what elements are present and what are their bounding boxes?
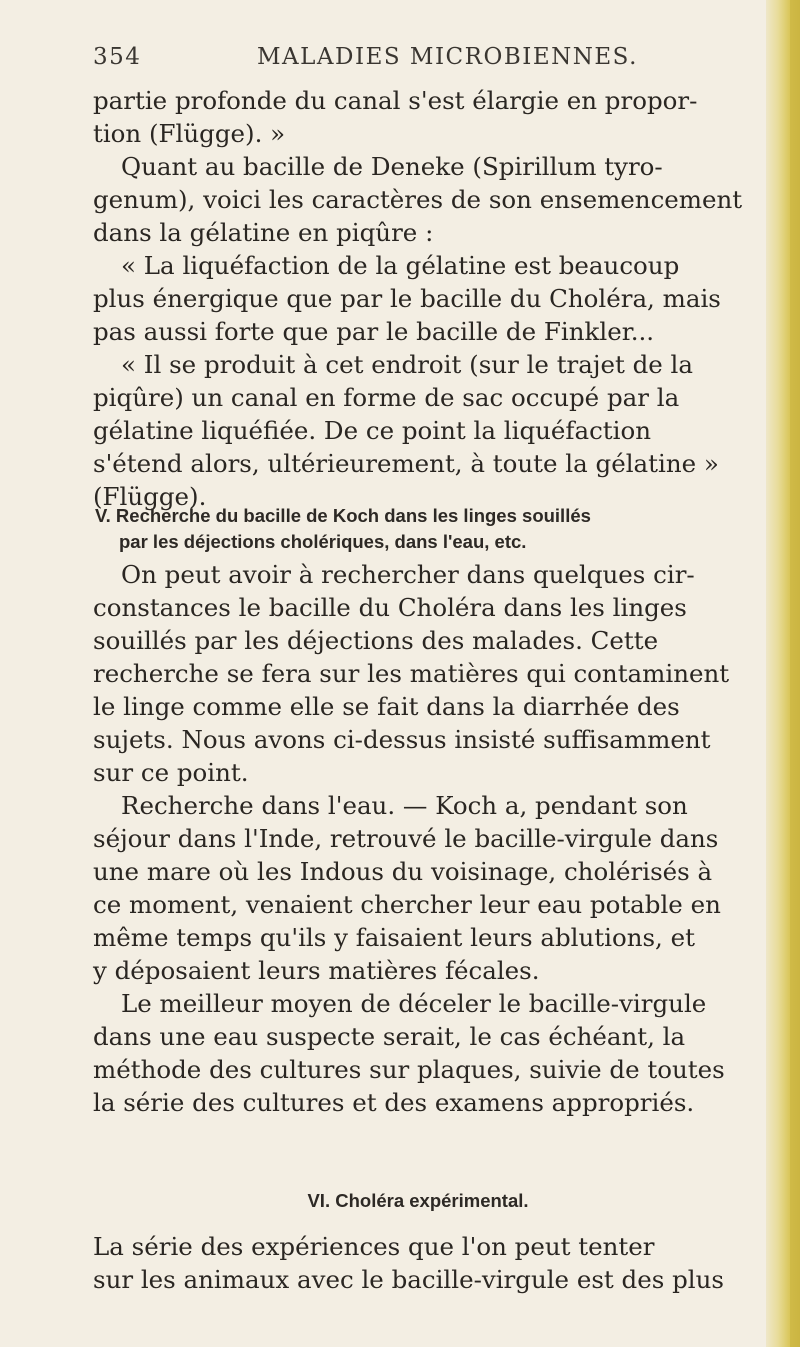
text-line: sur ce point. <box>93 758 249 787</box>
text-line: le linge comme elle se fait dans la diarrhée des <box>93 692 680 721</box>
text-line: Recherche dans l'eau. — Koch a, pendant son <box>121 791 688 820</box>
text-line: « La liquéfaction de la gélatine est beaucoup <box>121 251 680 280</box>
text-line: méthode des cultures sur plaques, suivie de toutes <box>93 1055 725 1084</box>
text-line: Quant au bacille de Deneke (Spirillum tyro- <box>121 152 663 181</box>
running-header <box>93 44 743 80</box>
text-line: On peut avoir à rechercher dans quelques cir- <box>121 560 695 589</box>
text-line: sujets. Nous avons ci-dessus insisté suffisamment <box>93 725 711 754</box>
text-line: dans la gélatine en piqûre : <box>93 218 434 247</box>
section-heading-v <box>93 503 745 555</box>
text-line: dans une eau suspecte serait, le cas échéant, la <box>93 1022 686 1051</box>
text-line: recherche se fera sur les matières qui contaminent <box>93 659 730 688</box>
text-line: plus énergique que par le bacille du Choléra, mais <box>93 284 721 313</box>
book-spine-edge <box>766 0 800 1347</box>
text-line: une mare où les Indous du voisinage, cholérisés à <box>93 857 713 886</box>
page-number: 354 <box>93 44 142 70</box>
paragraph-block-3 <box>93 1230 743 1296</box>
text-line: (Flügge). <box>93 482 207 511</box>
text-line: même temps qu'ils y faisaient leurs ablutions, et <box>93 923 695 952</box>
section-heading-vi: VI. Choléra expérimental. <box>307 1190 529 1211</box>
text-line: ce moment, venaient chercher leur eau potable en <box>93 890 721 919</box>
text-line: constances le bacille du Choléra dans les linges <box>93 593 687 622</box>
text-line: souillés par les déjections des malades. Cette <box>93 626 659 655</box>
heading-line: V. Recherche du bacille de Koch dans les linges souillés <box>95 505 591 526</box>
paragraph-block-2 <box>93 558 743 1119</box>
text-line: la série des cultures et des examens appropriés. <box>93 1088 695 1117</box>
text-line: pas aussi forte que par le bacille de Finkler... <box>93 317 655 346</box>
text-line: La série des expériences que l'on peut tenter <box>93 1232 655 1261</box>
text-line: Le meilleur moyen de déceler le bacille-virgule <box>121 989 707 1018</box>
text-line: « Il se produit à cet endroit (sur le trajet de la <box>121 350 693 379</box>
running-title: MALADIES MICROBIENNES. <box>257 44 638 70</box>
paragraph-block-1 <box>93 84 743 513</box>
text-line: piqûre) un canal en forme de sac occupé par la <box>93 383 680 412</box>
text-line: s'étend alors, ultérieurement, à toute la gélatine » <box>93 449 719 478</box>
text-line: séjour dans l'Inde, retrouvé le bacille-virgule dans <box>93 824 719 853</box>
text-line: sur les animaux avec le bacille-virgule est des plus <box>93 1265 724 1294</box>
text-line: partie profonde du canal s'est élargie en propor- <box>93 86 698 115</box>
text-line: gélatine liquéfiée. De ce point la liquéfaction <box>93 416 652 445</box>
text-line: y déposaient leurs matières fécales. <box>93 956 540 985</box>
text-line: tion (Flügge). » <box>93 119 286 148</box>
heading-line: par les déjections cholériques, dans l'eau, etc. <box>119 531 527 552</box>
spine-shadow <box>790 0 800 1347</box>
text-line: genum), voici les caractères de son ensemencement <box>93 185 743 214</box>
